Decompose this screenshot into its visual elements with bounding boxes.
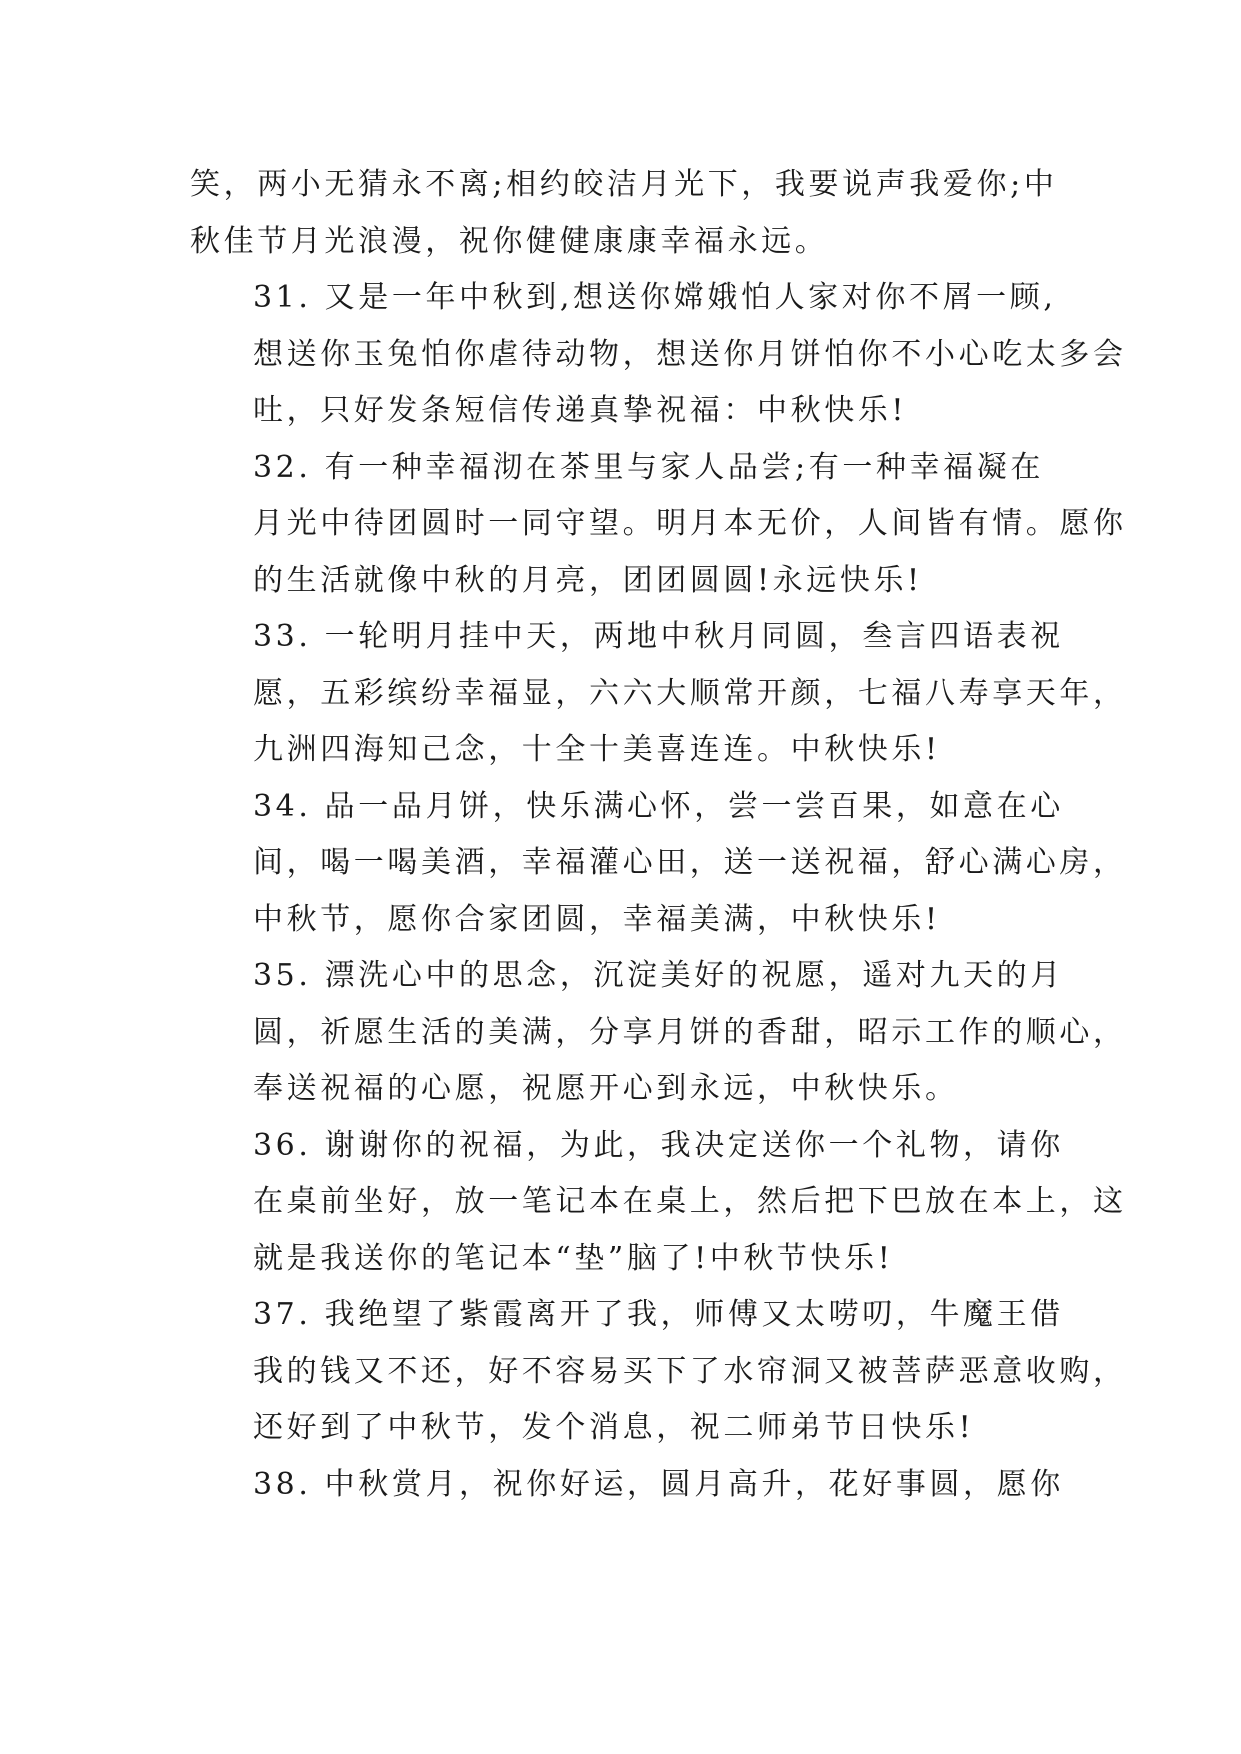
document-body — [190, 157, 1127, 1513]
paragraph-36 — [190, 1118, 1127, 1288]
paragraph-30-continued — [190, 157, 1090, 270]
text-line: 我的钱又不还，好不容易买下了水帘洞又被菩萨恶意收购， — [253, 1353, 1127, 1389]
text-line: 九洲四海知己念，十全十美喜连连。中秋快乐! — [253, 732, 941, 767]
paragraph-32 — [190, 440, 1127, 610]
text-line: 还好到了中秋节，发个消息，祝二师弟节日快乐! — [253, 1410, 975, 1445]
text-line: 就是我送你的笔记本“垫”脑了!中秋节快乐! — [253, 1240, 894, 1276]
text-line: 月光中待团圆时一同守望。明月本无价，人间皆有情。愿你 — [253, 506, 1127, 541]
text-line: 秋佳节月光浪漫，祝你健健康康幸福永远。 — [190, 223, 829, 259]
text-line: 笑，两小无猜永不离;相约皎洁月光下，我要说声我爱你;中 — [190, 167, 1058, 202]
paragraph-34 — [190, 779, 1127, 949]
text-line: 38. 中秋赏月，祝你好运，圆月高升，花好事圆，愿你 — [253, 1466, 1064, 1502]
text-line: 奉送祝福的心愿，祝愿开心到永远，中秋快乐。 — [253, 1071, 959, 1106]
text-line: 的生活就像中秋的月亮，团团圆圆!永远快乐! — [253, 562, 923, 598]
text-line: 想送你玉兔怕你虐待动物，想送你月饼怕你不小心吃太多会 — [253, 336, 1127, 372]
text-line: 间，喝一喝美酒，幸福灌心田，送一送祝福，舒心满心房， — [253, 845, 1127, 880]
text-line: 吐，只好发条短信传递真挚祝福：中秋快乐! — [253, 393, 908, 428]
text-line: 35. 漂洗心中的思念，沉淀美好的祝愿，遥对九天的月 — [253, 958, 1064, 993]
paragraph-33 — [190, 609, 1127, 779]
text-line: 在桌前坐好，放一笔记本在桌上，然后把下巴放在本上，这 — [253, 1184, 1127, 1219]
text-line: 中秋节，愿你合家团圆，幸福美满，中秋快乐! — [253, 901, 941, 937]
text-line: 36. 谢谢你的祝福，为此，我决定送你一个礼物，请你 — [253, 1127, 1064, 1163]
text-line: 31. 又是一年中秋到,想送你嫦娥怕人家对你不屑一顾, — [253, 280, 1057, 315]
text-line: 34. 品一品月饼，快乐满心怀，尝一尝百果，如意在心 — [253, 788, 1064, 824]
text-line: 愿，五彩缤纷幸福显，六六大顺常开颜，七福八寿享天年， — [253, 675, 1127, 711]
paragraph-35 — [190, 948, 1127, 1118]
paragraph-31 — [190, 270, 1127, 440]
paragraph-37 — [190, 1287, 1127, 1457]
text-line: 33. 一轮明月挂中天，两地中秋月同圆，叁言四语表祝 — [253, 619, 1064, 654]
text-line: 32. 有一种幸福沏在茶里与家人品尝;有一种幸福凝在 — [253, 449, 1044, 485]
text-line: 37. 我绝望了紫霞离开了我，师傅又太唠叨，牛魔王借 — [253, 1297, 1064, 1332]
text-line: 圆，祈愿生活的美满，分享月饼的香甜，昭示工作的顺心， — [253, 1014, 1127, 1050]
paragraph-38 — [190, 1457, 1090, 1514]
